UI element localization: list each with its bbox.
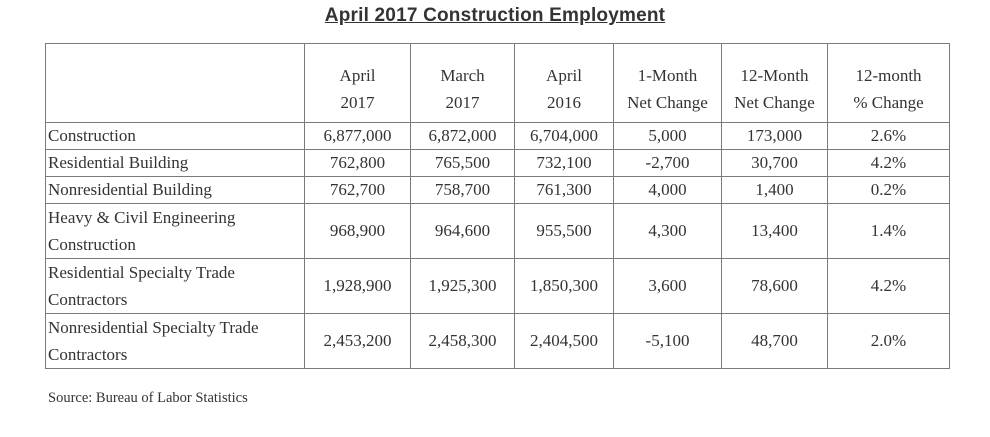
- table-cell: 2,404,500: [515, 314, 614, 369]
- table-cell: 6,872,000: [411, 123, 515, 150]
- row-label: Heavy & Civil Engineering Construction: [46, 204, 305, 259]
- source-note: Source: Bureau of Labor Statistics: [48, 390, 248, 406]
- table-cell: 765,500: [411, 150, 515, 177]
- table-cell: 4,000: [614, 177, 722, 204]
- table-cell: 1,925,300: [411, 259, 515, 314]
- table-cell: 968,900: [305, 204, 411, 259]
- table-cell: 1.4%: [828, 204, 950, 259]
- table-cell: 955,500: [515, 204, 614, 259]
- table-cell: 3,600: [614, 259, 722, 314]
- table-row: [46, 314, 950, 369]
- table-cell: 732,100: [515, 150, 614, 177]
- row-label: Nonresidential Building: [46, 177, 305, 204]
- header-cell: April 2017: [305, 44, 411, 123]
- table-cell: 173,000: [722, 123, 828, 150]
- table-cell: 78,600: [722, 259, 828, 314]
- table-cell: 4.2%: [828, 259, 950, 314]
- table-cell: 4,300: [614, 204, 722, 259]
- table-cell: 30,700: [722, 150, 828, 177]
- table-cell: 2,458,300: [411, 314, 515, 369]
- header-cell: 12-Month Net Change: [722, 44, 828, 123]
- row-label: Residential Building: [46, 150, 305, 177]
- page-title: April 2017 Construction Employment: [324, 5, 666, 26]
- table-row: [46, 150, 950, 177]
- table-row: [46, 259, 950, 314]
- table-cell: 4.2%: [828, 150, 950, 177]
- table-cell: 2.6%: [828, 123, 950, 150]
- table-cell: 1,850,300: [515, 259, 614, 314]
- table-cell: 1,928,900: [305, 259, 411, 314]
- table-cell: 6,704,000: [515, 123, 614, 150]
- table-cell: 762,700: [305, 177, 411, 204]
- row-label: Construction: [46, 123, 305, 150]
- table-cell: 6,877,000: [305, 123, 411, 150]
- row-label: Nonresidential Specialty Trade Contractors: [46, 314, 305, 369]
- header-row: [46, 44, 950, 123]
- table-cell: -5,100: [614, 314, 722, 369]
- row-label: Residential Specialty Trade Contractors: [46, 259, 305, 314]
- header-cell: March 2017: [411, 44, 515, 123]
- table-cell: 2,453,200: [305, 314, 411, 369]
- table-row: [46, 204, 950, 259]
- table-row: [46, 177, 950, 204]
- table-cell: 5,000: [614, 123, 722, 150]
- table-row: [46, 123, 950, 150]
- table-cell: 1,400: [722, 177, 828, 204]
- table-cell: 761,300: [515, 177, 614, 204]
- header-cell: April 2016: [515, 44, 614, 123]
- table-cell: 762,800: [305, 150, 411, 177]
- table-cell: -2,700: [614, 150, 722, 177]
- table-cell: 758,700: [411, 177, 515, 204]
- table-cell: 48,700: [722, 314, 828, 369]
- header-cell-label: [46, 44, 305, 123]
- table-cell: 964,600: [411, 204, 515, 259]
- table-cell: 0.2%: [828, 177, 950, 204]
- table-cell: 13,400: [722, 204, 828, 259]
- header-cell: 12-month % Change: [828, 44, 950, 123]
- employment-table: [45, 43, 950, 369]
- header-cell: 1-Month Net Change: [614, 44, 722, 123]
- table-cell: 2.0%: [828, 314, 950, 369]
